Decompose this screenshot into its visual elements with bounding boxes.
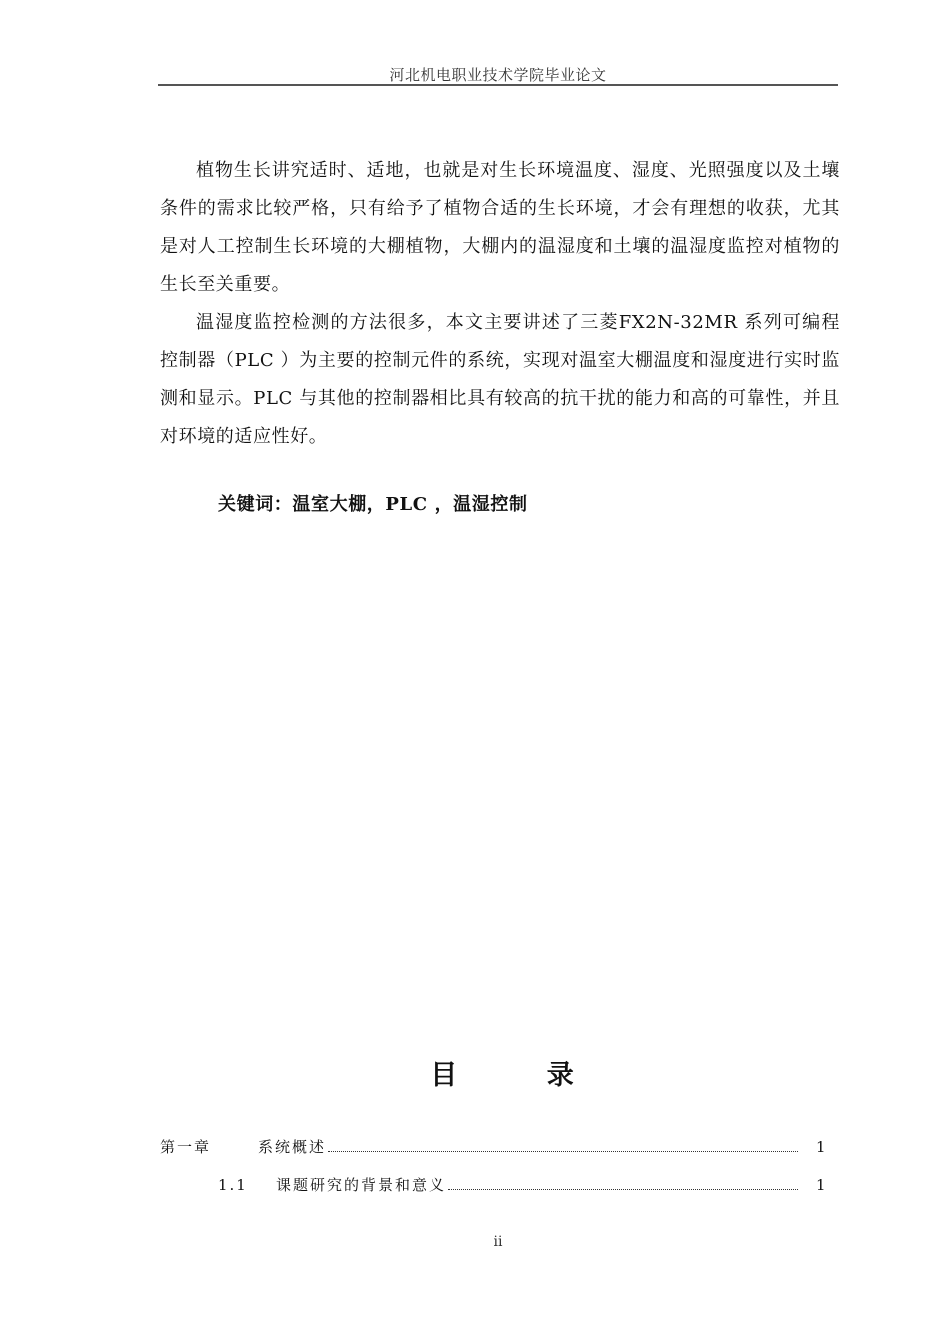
toc-entry-label: 课题研究的背景和意义: [276, 1176, 447, 1194]
abstract-paragraph-1: 植物生长讲究适时、适地，也就是对生长环境温度、湿度、光照强度以及土壤条件的需求比较严格，只有给予了植物合适的生长环境，才会有理想的收获，尤其是对人工控制生长环境的大棚植物，大棚内的温湿度和土壤的温湿度监控对植物的生长至关重要。: [160, 160, 840, 295]
toc-entry-page: 1: [816, 1176, 828, 1194]
toc-entry-page: 1: [816, 1138, 828, 1156]
header-divider: [158, 84, 838, 86]
toc-dot-leader: [328, 1151, 798, 1152]
page-number: ii: [493, 1234, 503, 1250]
keywords-line: 关键词：温室大棚，PLC ，温湿控制: [218, 494, 528, 515]
toc-entry[interactable]: [218, 1174, 826, 1195]
toc-entry-number: 1.1: [218, 1176, 248, 1194]
abstract-body: [160, 152, 840, 456]
page-header-title: 河北机电职业技术学院毕业论文: [389, 66, 607, 84]
toc-title: 目 录: [430, 1060, 614, 1091]
toc-dot-leader: [448, 1189, 798, 1190]
abstract-paragraph-2: 温湿度监控检测的方法很多，本文主要讲述了三菱FX2N-32MR 系列可编程控制器（PLC ）为主要的控制元件的系统，实现对温室大棚温度和湿度进行实时监测和显示。PLC 与其他的控制器相比具有较高的抗干扰的能力和高的可靠性，并且对环境的适应性好。: [160, 312, 840, 447]
toc-entry-label: 系统概述: [258, 1138, 327, 1156]
toc-entry-number: 第一章: [160, 1138, 212, 1156]
toc-entry[interactable]: [160, 1136, 826, 1157]
